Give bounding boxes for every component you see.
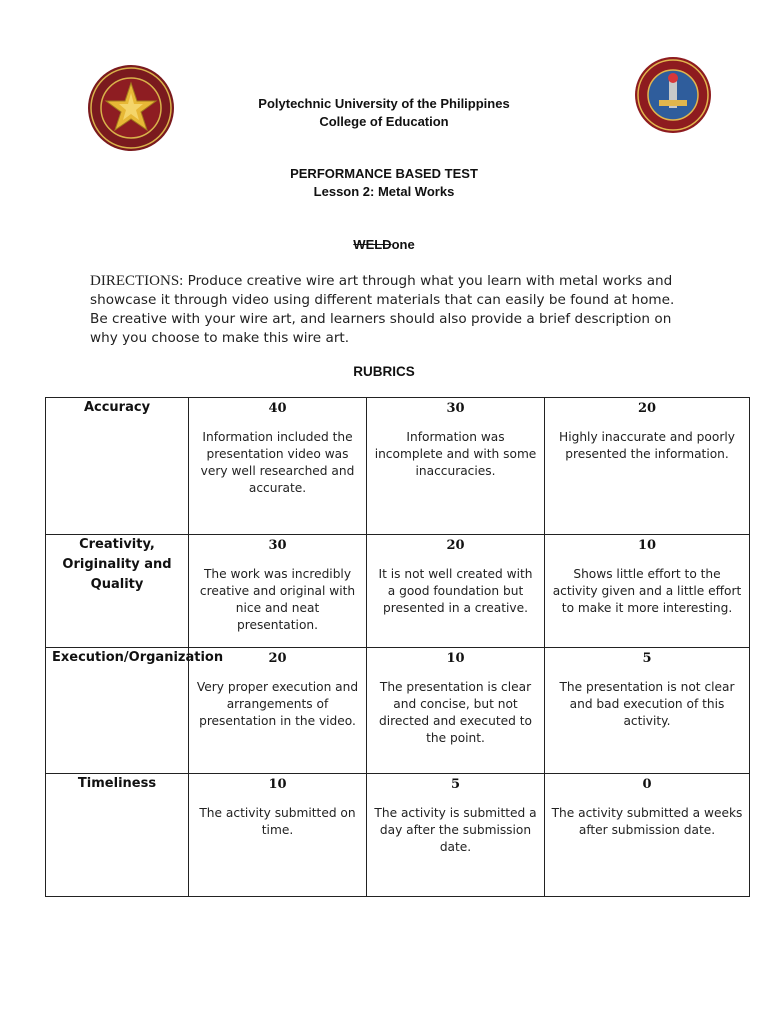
- directions-text: Produce creative wire art through what you learn with metal works and showcase it through video using different materials that can easily be found at home. Be creative with your wire art, and learners should also provide a brief description on why you choose to make this wire art.: [90, 273, 675, 346]
- score-label: 5: [642, 651, 652, 666]
- test-title: PERFORMANCE BASED TEST: [290, 166, 478, 181]
- rubric-cell: [367, 774, 545, 897]
- score-label: 10: [268, 777, 287, 792]
- rubric-description: The presentation is not clear and bad execution of this activity.: [559, 680, 735, 728]
- criterion-cell: Creativity, Originality and Quality: [46, 535, 189, 648]
- rubric-cell: [367, 648, 545, 774]
- rubric-cell: [189, 774, 367, 897]
- rubric-description: Information included the presentation video was very well researched and accurate.: [200, 430, 355, 495]
- score-label: 5: [450, 777, 461, 792]
- rubric-cell: [545, 535, 750, 648]
- rubrics-title: RUBRICS: [353, 364, 415, 379]
- directions-paragraph: [90, 272, 690, 348]
- score-label: 30: [446, 401, 465, 416]
- directions-label: DIRECTIONS:: [90, 273, 184, 289]
- score-label: 0: [642, 777, 652, 792]
- score-label: 20: [637, 401, 657, 416]
- score-label: 20: [268, 651, 287, 666]
- activity-title: [0, 236, 768, 254]
- table-row: [46, 774, 750, 897]
- table-row: [46, 535, 750, 648]
- rubric-description: The work was incredibly creative and original with nice and neat presentation.: [199, 567, 356, 632]
- score-label: 30: [268, 538, 287, 553]
- institution-header: [0, 95, 768, 131]
- rubric-description: The presentation is clear and concise, but not directed and executed to the point.: [379, 680, 532, 745]
- rubric-description: It is not well created with a good foundation but presented in a creative.: [378, 567, 533, 615]
- score-label: 20: [446, 538, 465, 553]
- rubric-description: Very proper execution and arrangements of presentation in the video.: [196, 680, 359, 728]
- rubric-cell: [189, 398, 367, 535]
- rubric-cell: [189, 535, 367, 648]
- college-name: College of Education: [319, 114, 449, 129]
- rubric-cell: [367, 398, 545, 535]
- activity-title-rest: one: [391, 237, 415, 252]
- rubric-description: The activity submitted a weeks after submission date.: [551, 806, 743, 837]
- lesson-title: Lesson 2: Metal Works: [313, 184, 455, 199]
- activity-title-strike: WELD: [353, 237, 392, 252]
- rubric-cell: [545, 774, 750, 897]
- rubric-cell: [189, 648, 367, 774]
- test-header: [0, 165, 768, 201]
- score-label: 10: [446, 651, 465, 666]
- criterion-cell: Execution/Organization: [46, 648, 189, 774]
- score-label: 40: [268, 401, 287, 416]
- criterion-cell: Accuracy: [46, 398, 189, 535]
- rubric-description: Shows little effort to the activity given and a little effort to make it more interesting.: [552, 567, 742, 615]
- rubric-description: The activity is submitted a day after the submission date.: [374, 806, 537, 854]
- university-name: Polytechnic University of the Philippines: [258, 96, 510, 111]
- rubric-description: Highly inaccurate and poorly presented the information.: [559, 430, 735, 461]
- table-row: [46, 648, 750, 774]
- criterion-cell: Timeliness: [46, 774, 189, 897]
- rubrics-table: [45, 397, 750, 897]
- rubric-cell: [545, 648, 750, 774]
- rubric-cell: [545, 398, 750, 535]
- score-label: 10: [637, 538, 657, 553]
- rubric-description: Information was incomplete and with some inaccuracies.: [374, 430, 537, 478]
- rubric-description: The activity submitted on time.: [199, 806, 356, 837]
- rubric-cell: [367, 535, 545, 648]
- table-row: [46, 398, 750, 535]
